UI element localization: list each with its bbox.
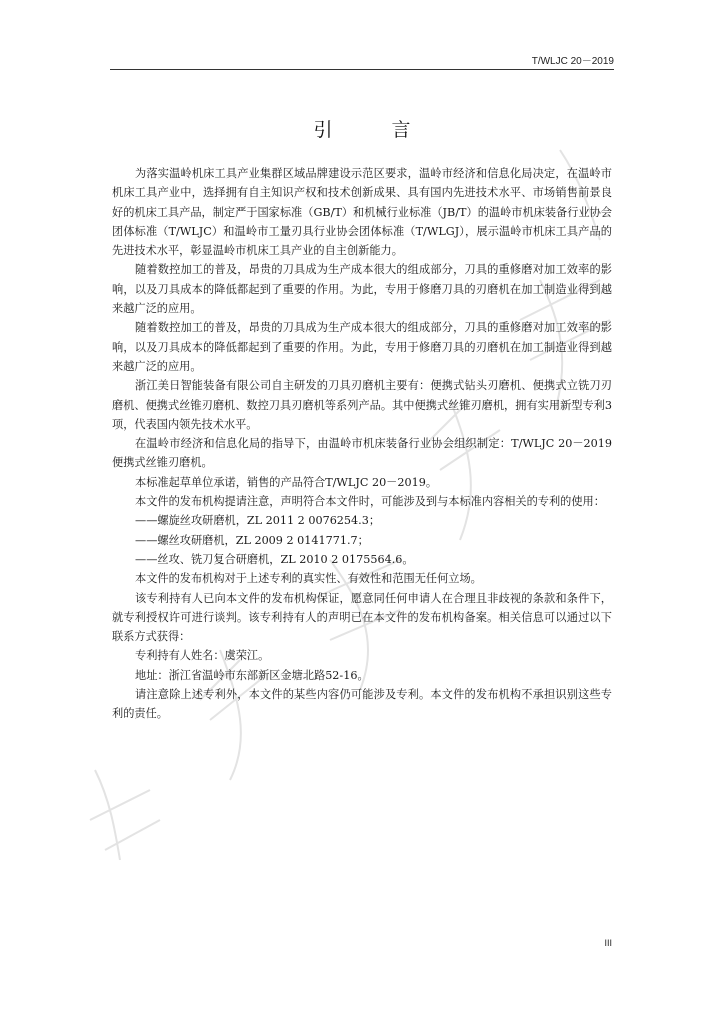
paragraph: 请注意除上述专利外，本文件的某些内容仍可能涉及专利。本文件的发布机构不承担识别这些专利的责任。: [112, 688, 612, 721]
document-body: [112, 164, 624, 724]
paragraph: 在温岭市经济和信息化局的指导下，由温岭市机床装备行业协会组织制定：T/WLJC 20－2019 便携式丝锥刃磨机。: [112, 437, 624, 470]
page-title: 引 言: [313, 119, 431, 141]
page-number: III: [604, 938, 612, 948]
paragraph: 随着数控加工的普及，昂贵的刀具成为生产成本很大的组成部分，刀具的重修磨对加工效率的影响，以及刀具成本的降低都起到了重要的作用。为此，专用于修磨刀具的刃磨机在加工制造业得到越来越广泛的应用。: [112, 321, 612, 373]
patent-holder-address: 地址：浙江省温岭市东部新区金塘北路52-16。: [135, 668, 369, 682]
patent-item: ——螺旋丝攻研磨机，ZL 2011 2 0076254.3；: [135, 514, 381, 528]
paragraph: 随着数控加工的普及，昂贵的刀具成为生产成本很大的组成部分，刀具的重修磨对加工效率的影响，以及刀具成本的降低都起到了重要的作用。为此，专用于修磨刀具的刃磨机在加工制造业得到越来越广泛的应用。: [112, 263, 612, 316]
paragraph: 本文件的发布机构提请注意，声明符合本文件时，可能涉及到与本标准内容相关的专利的使用：: [135, 495, 605, 509]
paragraph: 浙江美日智能装备有限公司自主研发的刀具刃磨机主要有：便携式钻头刃磨机、便携式立铣刀刃磨机、便携式丝锥刃磨机、数控刀具刃磨机等系列产品。其中便携式丝锥刃磨机，拥有实用新型专利3项，代表国内领先技术水平。: [112, 379, 612, 431]
paragraph: 该专利持有人已向本文件的发布机构保证，愿意同任何申请人在合理且非歧视的条款和条件下，就专利授权许可进行谈判。该专利持有人的声明已在本文件的发布机构备案。相关信息可以通过以下联系方式获得：: [112, 591, 612, 644]
patent-holder-name: 专利持有人姓名：虞荣江。: [135, 649, 270, 663]
paragraph: 本文件的发布机构对于上述专利的真实性、有效性和范围无任何立场。: [135, 572, 482, 586]
document-code: T/WLJC 20－2019: [531, 56, 614, 67]
header-divider: [110, 69, 614, 70]
patent-item: ——螺丝攻研磨机，ZL 2009 2 0141771.7；: [135, 533, 369, 547]
paragraph: 本标准起草单位承诺，销售的产品符合T/WLJC 20－2019。: [135, 475, 438, 489]
patent-item: ——丝攻、铣刀复合研磨机，ZL 2010 2 0175564.6。: [135, 552, 414, 566]
paragraph: 为落实温岭机床工具产业集群区域品牌建设示范区要求，温岭市经济和信息化局决定，在温岭市机床工具产业中，选择拥有自主知识产权和技术创新成果、具有国内先进技术水平、市场销售前景良好的机床工具产品，制定严于国家标准（GB/T）和机械行业标准（JB/T）的温岭市机床装备行业协会团体标准（T/WLJC）和温岭市工量刃具行业协会团体标准（T/WLGJ），展示温岭市机床工具产品的先进技术水平，彰显温岭市机床工具产业的自主创新能力。: [112, 167, 612, 258]
